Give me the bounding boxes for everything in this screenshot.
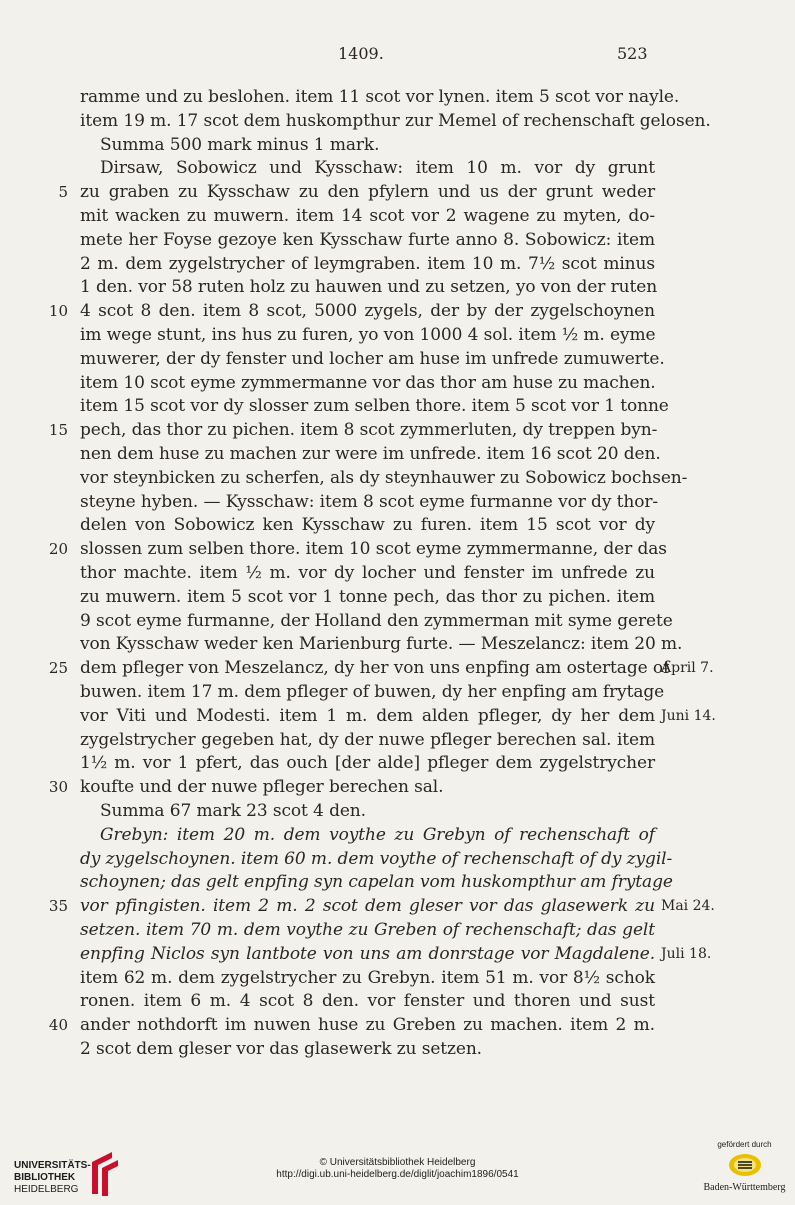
text-line: thor machte. item ½ m. vor dy locher und fenster im unfrede zu <box>80 563 655 583</box>
margin-date-note: Juli 18. <box>661 945 712 962</box>
line-number: 5 <box>58 183 68 202</box>
text-line: item 19 m. 17 scot dem huskompthur zur Memel of rechenschaft gelosen. <box>80 110 711 131</box>
funded-by-label: gefördert durch <box>717 1140 772 1149</box>
page-number: 523 <box>617 44 648 63</box>
state-crest-icon <box>728 1153 762 1177</box>
text-line: koufte und der nuwe pfleger berechen sal. <box>80 777 444 798</box>
text-line: slossen zum selben thore. item 10 scot eyme zymmermanne, der das <box>80 539 667 560</box>
line-number: 25 <box>48 659 68 678</box>
text-line: Summa 500 mark minus 1 mark. <box>100 134 380 155</box>
text-line: dem pfleger von Meszelancz, dy her von uns enpfing am ostertage of <box>80 658 670 679</box>
text-line: zygelstrycher gegeben hat, dy der nuwe pfleger berechen sal. item <box>80 729 655 750</box>
copyright-text: © Universitätsbibliothek Heidelberg <box>319 1157 476 1168</box>
line-number: 15 <box>48 421 68 440</box>
text-line: Grebyn: item 20 m. dem voythe zu Grebyn of rechenschaft of <box>100 824 655 845</box>
line-number: 10 <box>48 302 68 321</box>
text-line: vor pfingisten. item 2 m. 2 scot dem gleser vor das glasewerk zu <box>80 896 655 917</box>
copyright-block <box>0 1157 795 1181</box>
text-line: 4 scot 8 den. item 8 scot, 5000 zygels, der by der zygelschoynen <box>80 301 655 322</box>
text-line: dy zygelschoynen. item 60 m. dem voythe of rechenschaft of dy zygil- <box>80 848 673 869</box>
line-number: 35 <box>48 897 68 916</box>
funder-name: Baden-Württemberg <box>703 1182 786 1193</box>
text-line: delen von Sobowicz ken Kysschaw zu furen. item 15 scot vor dy <box>80 515 655 536</box>
text-line: vor Viti und Modesti. item 1 m. dem alden pfleger, dy her dem <box>80 705 655 726</box>
text-line: muwerer, der dy fenster und locher am huse im unfrede zumuwerte. <box>80 348 665 369</box>
text-line: im wege stunt, ins hus zu furen, yo von 1000 4 sol. item ½ m. eyme <box>80 325 656 345</box>
library-line-2: BIBLIOTHEK <box>14 1172 76 1183</box>
footer <box>0 1125 795 1205</box>
text-line: ander nothdorft im nuwen huse zu Greben zu machen. item 2 m. <box>80 1015 655 1036</box>
text-line: enpfing Niclos syn lantbote von uns am donrstage vor Magdalene. <box>80 943 655 964</box>
text-line: 9 scot eyme furmanne, der Holland den zymmerman mit syme gerete <box>80 610 673 631</box>
margin-date-note: Mai 24. <box>661 898 715 915</box>
text-line: steyne hyben. — Kysschaw: item 8 scot eyme furmanne vor dy thor- <box>80 491 659 512</box>
text-line: ronen. item 6 m. 4 scot 8 den. vor fenster und thoren und sust <box>80 991 655 1012</box>
text-line: Dirsaw, Sobowicz und Kysschaw: item 10 m. vor dy grunt <box>100 158 655 179</box>
text-line: schoynen; das gelt enpfing syn capelan vom huskompthur am frytage <box>80 872 673 893</box>
text-line: setzen. item 70 m. dem voythe zu Greben of rechenschaft; das gelt <box>80 920 655 940</box>
text-line: ramme und zu beslohen. item 11 scot vor lynen. item 5 scot vor nayle. <box>80 87 680 107</box>
text-line: item 10 scot eyme zymmermanne vor das thor am huse zu machen. <box>80 372 656 393</box>
text-line: 1½ m. vor 1 pfert, das ouch [der alde] pfleger dem zygelstrycher <box>80 753 655 774</box>
library-line-3: HEIDELBERG <box>14 1184 79 1195</box>
text-line: von Kysschaw weder ken Marienburg furte. — Meszelancz: item 20 m. <box>80 634 683 655</box>
header-year: 1409. <box>338 44 384 63</box>
text-line: zu graben zu Kysschaw zu den pfylern und us der grunt weder <box>80 182 655 203</box>
line-number: 20 <box>48 540 68 559</box>
text-line: pech, das thor zu pichen. item 8 scot zymmerluten, dy treppen byn- <box>80 420 658 441</box>
text-line: item 62 m. dem zygelstrycher zu Grebyn. item 51 m. vor 8½ schok <box>80 967 655 988</box>
text-line: zu muwern. item 5 scot vor 1 tonne pech, das thor zu pichen. item <box>80 586 655 607</box>
text-line: item 15 scot vor dy slosser zum selben thore. item 5 scot vor 1 tonne <box>80 396 669 417</box>
text-line: nen dem huse zu machen zur were im unfrede. item 16 scot 20 den. <box>80 444 661 464</box>
margin-date-note: April 7. <box>661 660 714 677</box>
line-number: 40 <box>48 1016 68 1035</box>
library-line-1: UNIVERSITÄTS- <box>14 1160 91 1171</box>
margin-date-note: Juni 14. <box>661 707 716 724</box>
text-line: vor steynbicken zu scherfen, als dy steynhauwer zu Sobowicz bochsen- <box>80 467 688 488</box>
text-line: 1 den. vor 58 ruten holz zu hauwen und zu setzen, yo von der ruten <box>80 277 658 298</box>
text-line: buwen. item 17 m. dem pfleger of buwen, dy her enpfing am frytage <box>80 682 665 702</box>
text-line: mete her Foyse gezoye ken Kysschaw furte anno 8. Sobowicz: item <box>80 229 655 250</box>
text-line: 2 m. dem zygelstrycher of leymgraben. item 10 m. 7½ scot minus <box>80 253 655 274</box>
text-line: mit wacken zu muwern. item 14 scot vor 2 wagene zu myten, do- <box>80 206 655 226</box>
text-line: 2 scot dem gleser vor das glasewerk zu setzen. <box>80 1039 482 1059</box>
text-line: Summa 67 mark 23 scot 4 den. <box>100 801 366 821</box>
funder-block <box>697 1140 792 1193</box>
line-number: 30 <box>48 778 68 797</box>
running-header <box>0 44 795 66</box>
permalink[interactable]: http://digi.ub.uni-heidelberg.de/diglit/joachim1896/0541 <box>276 1169 519 1180</box>
